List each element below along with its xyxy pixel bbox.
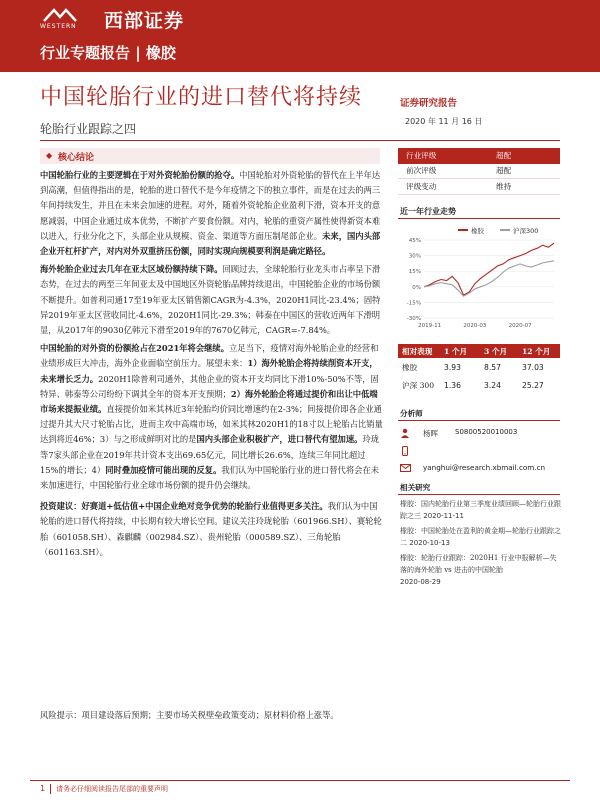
analyst-email[interactable]: yanghui@research.xbmail.com.cn <box>423 463 546 472</box>
list-item[interactable] <box>400 498 562 522</box>
section-title-core: 核心结论 <box>58 153 95 163</box>
highlight-text: 国内头部企业积极扩产，进口替代有望加速。 <box>196 434 363 445</box>
report-type: 证券研究报告 <box>400 98 458 109</box>
rating-key: 前次评级 <box>406 166 437 176</box>
table-cell: 25.27 <box>522 380 544 390</box>
table-row <box>398 358 560 376</box>
related-title: 橡胶：国内轮胎行业第三季度业绩回顾—轮胎行业跟踪之三 <box>400 500 561 520</box>
highlight-text: 同时叠加疫情可能出现的反复。 <box>105 464 222 475</box>
x-axis-ticks <box>418 323 532 329</box>
rating-key: 评级变动 <box>406 181 437 191</box>
body-text: 中国轮胎对外资轮胎的替代在上半年达到高潮，但值得指出的是，轮胎的进口替代不是今年疫情之下的独立事件，而是在过去的两三年间持续发生，并且在未来会加速的进程。对外，随着外资轮胎企业盈利下滑，资本开支的意愿减弱，中国企业通过成本优势，不断扩产要食份额。对内，轮胎的重资产属性使得新资本难以进入，行业分化之下，头部企业从规模、资金、渠道等方面压制尾部企业。 <box>40 170 381 241</box>
rating-row <box>398 148 560 164</box>
related-research-list <box>400 498 562 591</box>
footer-separator <box>50 784 51 794</box>
y-tick-label: 45% <box>408 238 421 244</box>
page-subtitle: 轮胎行业跟踪之四 <box>40 122 137 136</box>
body-text: 直接提价如米其林近3年轮胎均价同比增速约在2-3%；间接提价即各企业通过提升其大尺寸轮胎占比，进而主攻中高端市场，如米其林2020H1的18寸以上轮胎占比销量达到将近46%；3）与之形成鲜明对比的是 <box>40 404 383 445</box>
y-tick-label: -15% <box>406 300 421 307</box>
chart-legend <box>458 226 538 235</box>
x-tick-label: 2019-11 <box>418 323 442 329</box>
analyst-divider <box>398 420 560 421</box>
y-tick-label: 30% <box>408 253 421 260</box>
y-tick-label: -30% <box>406 316 421 322</box>
lead-sentence: 中国轮胎行业的主要逻辑在于对外资轮胎份额的抢夺。 <box>40 170 240 180</box>
rating-key: 行业评级 <box>406 151 437 161</box>
title-divider <box>40 140 560 141</box>
related-date: 2020-08-29 <box>400 578 441 586</box>
y-tick-label: 0% <box>412 284 421 291</box>
trend-divider <box>398 218 560 219</box>
paragraph-overseas <box>40 262 383 338</box>
report-category: 行业专题报告 | 橡胶 <box>40 44 176 62</box>
paragraph-logic <box>40 168 383 259</box>
y-tick-label: 15% <box>408 269 421 276</box>
list-item[interactable] <box>400 525 562 549</box>
brand-name: 西部证券 <box>104 10 185 32</box>
envelope-icon <box>400 464 411 472</box>
rating-value: 超配 <box>496 166 512 176</box>
chart-grid <box>424 240 554 318</box>
related-divider <box>398 494 560 495</box>
analyst-section-title: 分析师 <box>400 409 423 418</box>
table-cell: 3.24 <box>484 380 501 390</box>
legend-label-index: 沪深300 <box>513 227 539 235</box>
series-line-rubber <box>424 243 554 295</box>
body-text: 立足当下，疫情对海外轮胎企业的经营和业绩形成巨大冲击，海外企业面临空前压力。展望未来： <box>40 343 379 369</box>
table-cell: 8.57 <box>484 362 501 372</box>
related-section-title: 相关研究 <box>400 483 431 492</box>
lead-sentence: 投资建议：好赛道+低估值+中国企业绝对竞争优势的轮胎行业值得更多关注。 <box>40 501 328 512</box>
main-content <box>40 168 383 562</box>
highlight-text: 未来，国内头部企业开杠杆扩产，对内对外双重挤压份额，同时实现向规模要利润是确定路径。 <box>40 230 381 257</box>
footer-disclaimer: 请务必仔细阅读报告尾部的重要声明 <box>56 785 168 793</box>
diamond-bullet-icon: ◆ <box>46 151 53 160</box>
paragraph-outlook <box>40 341 383 493</box>
table-row <box>398 376 560 394</box>
table-header-row <box>398 344 560 358</box>
table-cell: 橡胶 <box>402 362 418 372</box>
table-cell: 37.03 <box>522 362 544 372</box>
analyst-certificate: S0800520010003 <box>455 428 518 436</box>
table-cell: 沪深 300 <box>402 380 435 390</box>
column-header: 12 个月 <box>522 346 551 356</box>
highlight-text: 2）海外轮胎企将通过提价和出让中低端市场来提振业绩。 <box>40 388 378 415</box>
related-date: 2020-11-11 <box>423 512 464 520</box>
trend-chart-title: 近一年行业走势 <box>400 206 456 216</box>
x-tick-label: 2020-07 <box>508 323 532 329</box>
column-header: 3 个月 <box>484 346 508 356</box>
x-tick-label: 2020-03 <box>463 323 487 329</box>
rating-value: 超配 <box>496 151 512 161</box>
related-title: 橡胶：中国轮胎处在盈利的黄金期—轮胎行业跟踪之二 <box>400 527 561 547</box>
body-text: 回顾过去，全球轮胎行业龙头市占率呈下滑态势，在过去的两至三年间亚太及中国地区外资轮胎品牌持续退出，中国轮胎企业的市场份额不断提升。如普利司通17至19年亚太区销售额CAGR为-4.3%，2020H1同比-23.4%；固特异2019年亚太区营收同比-4.6%，2020H1同比-29.3%；韩泰在中国区的营收近两年下滑明显，从2017年的9030亿韩元下滑至2019年的7670亿韩元，CAGR=-7.84%。 <box>40 264 381 336</box>
paragraph-recommendation <box>40 499 383 560</box>
report-date: 2020 年 11 月 16 日 <box>405 117 483 126</box>
related-title: 橡胶：轮胎行业跟踪：2020H1 行业中报解析—失落的海外轮胎 vs 进击的中国轮胎 <box>400 554 557 574</box>
person-icon <box>400 428 410 438</box>
logo-english: WESTERN <box>40 23 77 30</box>
related-date: 2020-10-13 <box>409 539 450 547</box>
rating-row <box>398 164 560 180</box>
legend-label-rubber: 橡胶 <box>471 227 484 235</box>
performance-table <box>398 344 560 394</box>
report-header <box>0 0 600 72</box>
phone-icon <box>400 446 410 456</box>
risk-warning: 风险提示：项目建设落后预期；主要市场关税壁垒政策变动；原材料价格上涨等。 <box>40 710 339 720</box>
footer-divider <box>30 780 570 781</box>
rating-table <box>398 148 560 195</box>
column-header: 1 个月 <box>444 346 468 356</box>
chart-series <box>424 243 554 296</box>
list-item[interactable] <box>400 552 562 588</box>
rating-row <box>398 179 560 195</box>
body-text: 我们认为中国轮胎的进口替代将持续，中长期有较大增长空间。建议关注玲珑轮胎（601966.SH）、赛轮轮胎（601058.SH）、森麒麟（002984.SZ）、贵州轮胎（000589.SZ）、三角轮胎（601163.SH）。 <box>40 501 382 557</box>
body-text: 玲珑等7家头部企业在2019年共计资本支出69.65亿元，同比增长26.6%，连续三年同比超过15%的增长；4） <box>40 434 380 475</box>
rating-value: 维持 <box>496 181 512 191</box>
y-axis-ticks <box>407 238 421 322</box>
table-cell: 3.93 <box>444 362 461 372</box>
series-line-index <box>424 261 554 296</box>
column-header: 相对表现 <box>402 346 433 356</box>
table-cell: 1.36 <box>444 380 461 390</box>
page-number: 1 <box>40 784 46 793</box>
lead-sentence: 海外轮胎企业过去几年在亚太区域份额持续下降。 <box>40 264 223 275</box>
body-text: 2020H1除普利司通外，其他企业的资本开支均同比下滑10%-50%不等，固特异、韩泰等公司纷纷下调其全年的资本开支预期； <box>40 373 379 399</box>
highlight-text: 1）海外轮胎企将持续削资本开支，未来增长乏力。 <box>40 358 378 384</box>
page-title: 中国轮胎行业的进口替代将持续 <box>40 85 363 110</box>
trend-chart <box>398 222 560 336</box>
analyst-name: 杨晖 <box>423 429 438 438</box>
body-text: 我们认为中国轮胎行业的进口替代将会在未来加速进行，中国轮胎行业全球市场份额的提升仍会继续。 <box>40 464 380 491</box>
lead-sentence: 中国轮胎的对外资的份额抢占在2021年将会继续。 <box>40 343 230 354</box>
